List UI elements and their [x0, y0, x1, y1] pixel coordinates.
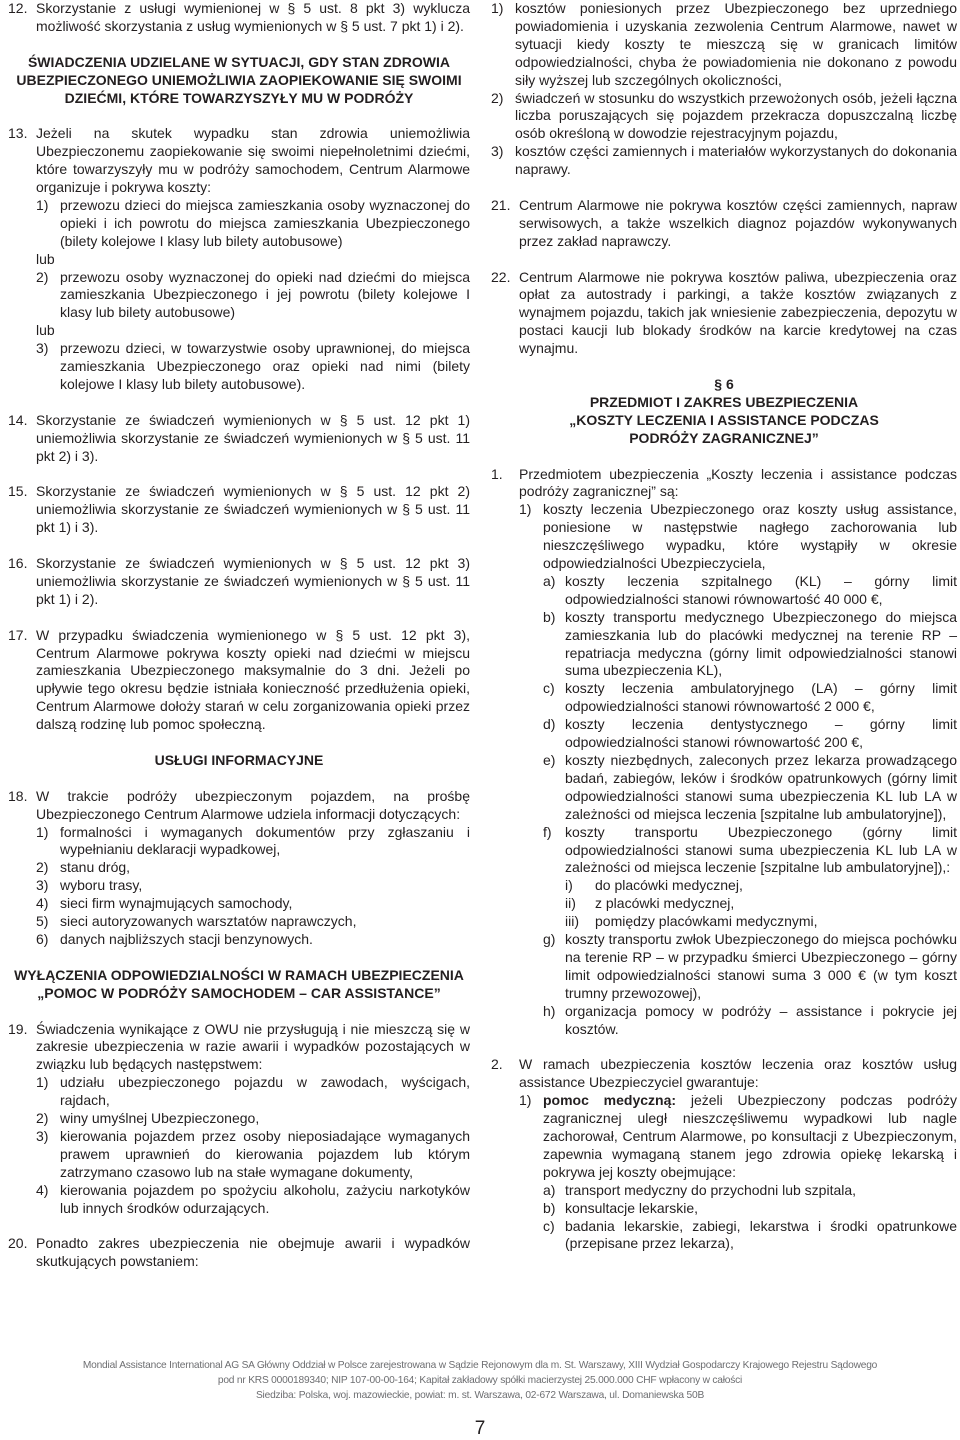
footer-line: pod nr KRS 0000189340; NIP 107-00-00-164; Kapitał zakładowy spółki macierzystej 25.000.000 CHF wpłacony w całości [217, 1375, 743, 1386]
list-item: 1) kosztów poniesionych przez Ubezpieczonego bez uprzedniego powiadomienia i uzyskania zezwolenia Centrum Alarmowe, nawet w sytuacji kiedy koszty te mieszczą się w granicach limitów odpowiedzialności, chyba że powiadomienia nie dokonano z powodu siły wyższej lub szczególnych okoliczności, [491, 0, 957, 88]
clause-17 [8, 627, 470, 734]
clause-14 [8, 412, 470, 466]
letter-item: a) koszty leczenia szpitalnego (KL) – górny limit odpowiedzialności stanowi równowartość 40 000 €, [543, 572, 957, 607]
list-item: 1) udziału ubezpieczonego pojazdu w zawodach, wyścigach, rajdach, [36, 1074, 470, 1109]
letter-item: d) koszty leczenia dentystycznego – górny limit odpowiedzialności stanowi równowartość 200 €, [543, 716, 957, 751]
clause-19 [8, 1021, 470, 1218]
footer-line: Mondial Assistance International AG SA Główny Oddział w Polsce zarejestrowana w Sądzie Rejonowym dla m. St. Warszawy, XIII Wydział Gospodarczy Krajowego Rejestru Sądowego [82, 1360, 878, 1371]
list-item: 2) stanu dróg, [36, 859, 131, 876]
clause-12 [8, 0, 470, 36]
left-column [8, 0, 470, 1271]
list-item: 1) pomoc medyczną: jeżeli Ubezpieczony podczas podróży zagranicznej uległ nieszczęśliwemu wypadkowi lub nagle zachorował, Centrum Alarmowe, po konsultacji z Ubezpieczonym, zapewnia wymaganą stanem jego zdrowia opiekę lekarską i pokrywa jej koszty obejmujące: [519, 1092, 957, 1180]
paragraph-2 [491, 1056, 957, 1253]
list-item: 1) formalności i wymaganych dokumentów przy zgłaszaniu i wypełnianiu deklaracji wypadkowej, [36, 823, 470, 858]
letter-item: a) transport medyczny do przychodni lub szpitala, [543, 1181, 857, 1198]
list-item: 3) wyboru trasy, [36, 877, 143, 894]
list-item: 3) przewozu dzieci, w towarzystwie osoby uprawnionej, do miejsca zamieszkania Ubezpieczonego oraz opieki nad nimi (bilety kolejowe I klasy lub bilety autobusowe). [36, 340, 470, 392]
list-item: 3) kierowania pojazdem przez osoby nieposiadające wymaganych prawem uprawnień do kierowania pojazdem lub którym zatrzymano czasowo lub na stałe wymagane dokumenty, [36, 1127, 470, 1180]
clause-number: 22. [491, 268, 511, 285]
paragraph-1 [491, 466, 957, 1039]
list-item: 3) kosztów części zamiennych i materiałów wykorzystanych do dokonania naprawy. [491, 143, 957, 178]
list-item: 6) danych najbliższych stacji benzynowych. [36, 931, 313, 947]
clause-18 [8, 788, 470, 949]
clause-20 [8, 1235, 470, 1271]
letter-item: f) koszty transportu Ubezpieczonego (górny limit odpowiedzialności stanowi suma ubezpieczenia KL lub LA w zależności od miejsca leczenie [szpitalne lub ambulatoryjne]),: [543, 823, 957, 876]
clause-text: Świadczenia wynikające z OWU nie przysługują i nie mieszczą się w zakresie ubezpieczenia w razie awarii i wypadków pozostających w związku lub będących następstwem: [36, 1020, 470, 1073]
clause-number: 21. [491, 196, 511, 213]
letter-item: c) badania lekarskie, zabiegi, lekarstwa i środki opatrunkowe (przepisane przez lekarza), [543, 1217, 957, 1252]
paragraph-text: Przedmiotem ubezpieczenia „Koszty leczenia i assistance podczas podróży zagranicznej” są: [519, 465, 957, 500]
bold-term: pomoc medyczną: [543, 1092, 677, 1109]
section-title: PRZEDMIOT I ZAKRES UBEZPIECZENIA [589, 393, 859, 410]
page-number: 7 [474, 1418, 486, 1439]
clause-text: Skorzystanie ze świadczeń wymienionych w § 5 ust. 12 pkt 1) uniemożliwia skorzystanie ze świadczeń wymienionych w § 5 ust. 11 pkt 2) i 3). [36, 411, 470, 464]
clause-text: Centrum Alarmowe nie pokrywa kosztów paliwa, ubezpieczenia oraz opłat za autostrady i parkingi, a także kosztów związanych z wynajmem pojazdu, takich jak wniesienie zabezpieczenia, depozytu w postaci kaucji lub blokady środków na karcie kredytowej na czas wynajmu. [519, 268, 957, 357]
letter-item: b) konsultacje lekarskie, [543, 1199, 699, 1216]
list-item: 1) koszty leczenia Ubezpieczonego oraz koszty usług assistance, poniesione w następstwie nagłego zachorowania lub nieszczęśliwego wypadku, które wystąpiły w okresie odpowiedzialności Ubezpieczyciela, [519, 501, 957, 572]
roman-item: i) do placówki medycznej, [565, 877, 743, 894]
list-item: 4) sieci firm wynajmujących samochody, [36, 895, 293, 912]
letter-item: b) koszty transportu medycznego Ubezpieczonego do miejsca zamieszkania lub do placówki medycznej na terenie RP – repatriacja medyczna (górny limit odpowiedzialności stanowi suma ubezpieczenia KL), [543, 608, 957, 679]
clause-number: 12. [8, 0, 28, 16]
letter-item: h) organizacja pomocy w podróży – assistance i pokrycie jej kosztów. [543, 1002, 957, 1037]
list-item: 1) przewozu dzieci do miejsca zamieszkania osoby wyznaczonej do opieki i ich powrotu do miejsca zamieszkania Ubezpieczonego (bilety kolejowe I klasy lub bilety autobusowe) [36, 196, 470, 249]
clause-number: 15. [8, 483, 28, 500]
clause-number: 16. [8, 555, 28, 572]
clause-text: Skorzystanie ze świadczeń wymienionych w § 5 ust. 12 pkt 2) uniemożliwia skorzystanie ze świadczeń wymienionych w § 5 ust. 11 pkt 1) i 3). [36, 483, 470, 536]
letter-item: e) koszty niezbędnych, zaleconych przez lekarza prowadzącego badań, zabiegów, leków i środków opatrunkowych (górny limit odpowiedzialności stanowi suma ubezpieczenia KL lub LA w zależności od miejsca leczenia [szpitalne lub ambulatoryjne]), [543, 752, 957, 822]
list-item: 2) świadczeń w stosunku do wszystkich przewożonych osób, jeżeli łączna liczba poruszających się pojazdem przekracza dopuszczalną liczbę osób określoną w dowodzie rejestracyjnym pojazdu, [491, 89, 957, 142]
clause-number: 14. [8, 411, 28, 428]
roman-item: iii) pomiędzy placówkami medycznymi, [565, 913, 818, 930]
clause-number: 18. [8, 787, 28, 804]
roman-item: ii) z placówki medycznej, [565, 895, 735, 912]
clause-13 [8, 125, 470, 394]
footer-line: Siedziba: Polska, woj. mazowieckie, powiat: m. st. Warszawa, 02-672 Warszawa, ul. Domaniewska 50B [255, 1390, 705, 1401]
section-heading-exclusions: WYŁĄCZENIA ODPOWIEDZIALNOŚCI W RAMACH UBEZPIECZENIA „POMOC W PODRÓŻY SAMOCHODEM – CAR ASSISTANCE” [14, 966, 464, 1001]
clause-number: 13. [8, 125, 28, 142]
paragraph-number: 2. [491, 1056, 503, 1073]
clause-text: Jeżeli na skutek wypadku stan zdrowia uniemożliwia Ubezpieczonemu zaopiekowanie się swoimi niepełnoletnimi dziećmi, które towarzyszyły mu w podróży samochodem, Centrum Alarmowe organizuje i pokrywa koszty: [36, 125, 470, 196]
letter-item: c) koszty leczenia ambulatoryjnego (LA) – górny limit odpowiedzialności stanowi równowartość 2 000 €, [543, 680, 957, 715]
clause-text: Centrum Alarmowe nie pokrywa kosztów części zamiennych, napraw serwisowych, a także wszelkich diagnoz pojazdów wykonywanych przez zakład naprawczy. [519, 196, 957, 249]
list-item: 2) przewozu osoby wyznaczonej do opieki nad dziećmi do miejsca zamieszkania Ubezpieczonego i jej powrotu (bilety kolejowe I klasy lub bilety autobusowe) [36, 268, 470, 321]
paragraph-text: W ramach ubezpieczenia kosztów leczenia oraz kosztów usług assistance Ubezpieczyciel gwarantuje: [519, 1056, 957, 1091]
section-mark: § 6 [714, 375, 734, 392]
clause-text: Skorzystanie ze świadczeń wymienionych w § 5 ust. 12 pkt 3) uniemożliwia skorzystanie ze świadczeń wymienionych w § 5 ust. 11 pkt 1) i 2). [36, 555, 470, 607]
list-connector: lub [36, 322, 55, 339]
list-item: 2) winy umyślnej Ubezpieczonego, [36, 1110, 260, 1127]
clause-15 [8, 483, 470, 537]
clause-number: 19. [8, 1020, 28, 1037]
section-subtitle: „KOSZTY LECZENIA I ASSISTANCE PODCZAS PODRÓŻY ZAGRANICZNEJ” [569, 411, 879, 446]
paragraph-number: 1. [491, 465, 503, 482]
section-heading-child-care: ŚWIADCZENIA UDZIELANE W SYTUACJI, GDY STAN ZDROWIA UBEZPIECZONEGO UNIEMOŻLIWIA ZAOPIEKOWANIE SIĘ SWOIMI DZIEĆMI, KTÓRE TOWARZYSZYŁY MU W PODRÓŻY [16, 53, 462, 106]
clause-text: W przypadku świadczenia wymienionego w § 5 ust. 12 pkt 3), Centrum Alarmowe pokrywa koszty opieki nad dziećmi w miejscu zamieszkania Ubezpieczonego maksymalnie do 3 dni. Jeżeli po upływie tego okresu będzie istniała konieczność przedłużenia opieki, Centrum Alarmowe dołoży starań w celu zorganizowania opieki przez dalszą rodzinę lub pomoc społeczną. [36, 626, 470, 733]
clause-text: Ponadto zakres ubezpieczenia nie obejmuje awarii i wypadków skutkujących powstaniem: [36, 1235, 470, 1270]
clause-number: 20. [8, 1235, 28, 1252]
clause-number: 17. [8, 626, 28, 643]
list-connector: lub [36, 250, 55, 267]
letter-item: g) koszty transportu zwłok Ubezpieczonego do miejsca pochówku na terenie RP – w przypadku śmierci Ubezpieczonego – górny limit odpowiedzialności stanowi suma 3 000 € (w tym koszt trumny przewozowej), [543, 931, 957, 1001]
right-column [491, 0, 957, 1253]
clause-21 [491, 197, 957, 251]
clause-text: Skorzystanie z usługi wymienionej w § 5 ust. 8 pkt 3) wyklucza możliwość skorzystania z usług wymienionych w § 5 ust. 7 pkt 1) i 2). [36, 0, 470, 34]
list-item: 4) kierowania pojazdem po spożyciu alkoholu, zażyciu narkotyków lub innych środków odurzających. [36, 1181, 470, 1216]
clause-text: W trakcie podróży ubezpieczonym pojazdem, na prośbę Ubezpieczonego Centrum Alarmowe udziela informacji dotyczących: [36, 787, 470, 822]
clause-22 [491, 269, 957, 359]
clause-16 [8, 555, 470, 609]
company-footer [0, 1358, 960, 1403]
list-item: 5) sieci autoryzowanych warsztatów naprawczych, [36, 913, 357, 930]
section-heading-info-services: USŁUGI INFORMACYJNE [154, 751, 324, 768]
